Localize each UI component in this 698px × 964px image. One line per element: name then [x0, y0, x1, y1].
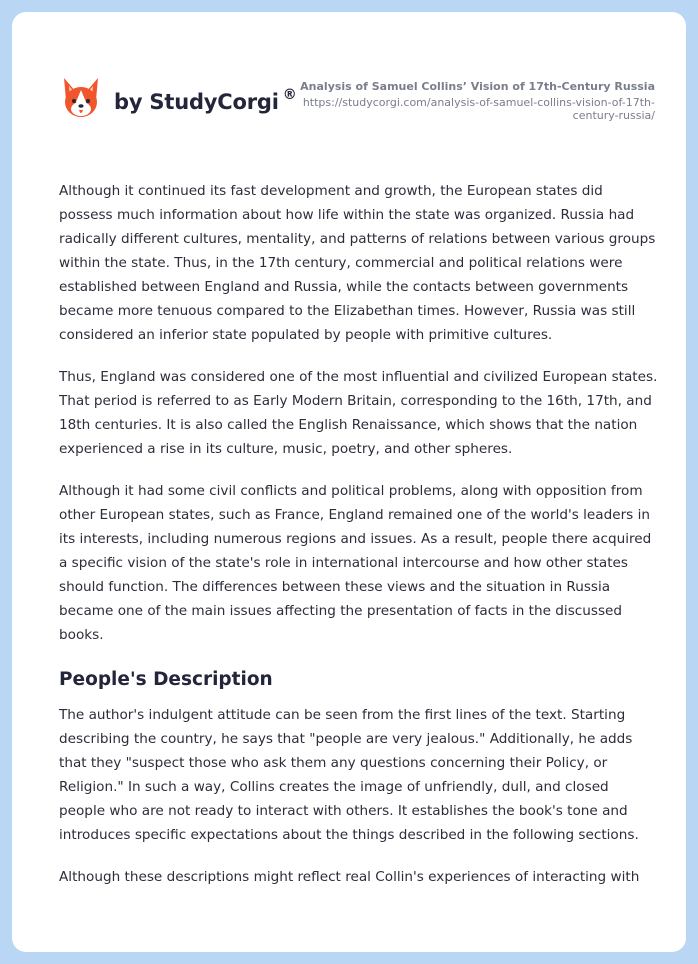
paragraph: Although these descriptions might reflect real Collin's experiences of interacting with — [59, 869, 640, 885]
section-heading: People's Description — [59, 669, 273, 690]
document-url[interactable]: https://studycorgi.com/analysis-of-samuel-collins-vision-of-17th-century-russia/ — [302, 96, 655, 122]
paragraph: Thus, England was considered one of the most influential and civilized European states. That period is referred to as Early Modern Britain, corresponding to the 16th, 17th, and 18th centuries. It is also called the English Renaissance, which shows that the nation experienced a rise in its culture, music, poetry, and other spheres. — [59, 369, 658, 457]
paragraph: The author's indulgent attitude can be seen from the first lines of the text. Starting describing the country, he says that "people are very jealous." Additionally, he adds that they "suspect those who ask them any questions concerning their Policy, or Religion." In such a way, Collins creates the image of unfriendly, dull, and closed people who are not ready to interact with others. It establishes the book's tone and introduces specific expectations about the things described in the following sections. — [59, 707, 639, 843]
paragraph: Although it had some civil conflicts and political problems, along with opposition from other European states, such as France, England remained one of the world's leaders in its interests, including numerous regions and issues. As a result, people there acquired a specific vision of the state's role in international intercourse and how other states should function. The differences between these views and the situation in Russia became one of the main issues affecting the presentation of facts in the discussed books. — [59, 483, 652, 643]
brand-name — [114, 87, 297, 114]
logo[interactable] — [60, 76, 297, 120]
document-title: Analysis of Samuel Collins’ Vision of 17th-Century Russia — [300, 80, 655, 93]
corgi-icon — [60, 76, 102, 120]
document-body — [59, 179, 659, 907]
header — [12, 12, 686, 152]
document-meta — [295, 80, 655, 122]
document-page — [12, 12, 686, 952]
brand-name-text: by StudyCorgi — [114, 90, 279, 114]
registered-mark: ® — [282, 87, 297, 103]
paragraph: Although it continued its fast development and growth, the European states did possess much information about how life within the state was organized. Russia had radically different cultures, mentality, and patterns of relations between various groups within the state. Thus, in the 17th century, commercial and political relations were established between England and Russia, while the contacts between governments became more tenuous compared to the Elizabethan times. However, Russia was still considered an inferior state populated by people with primitive cultures. — [59, 183, 656, 343]
